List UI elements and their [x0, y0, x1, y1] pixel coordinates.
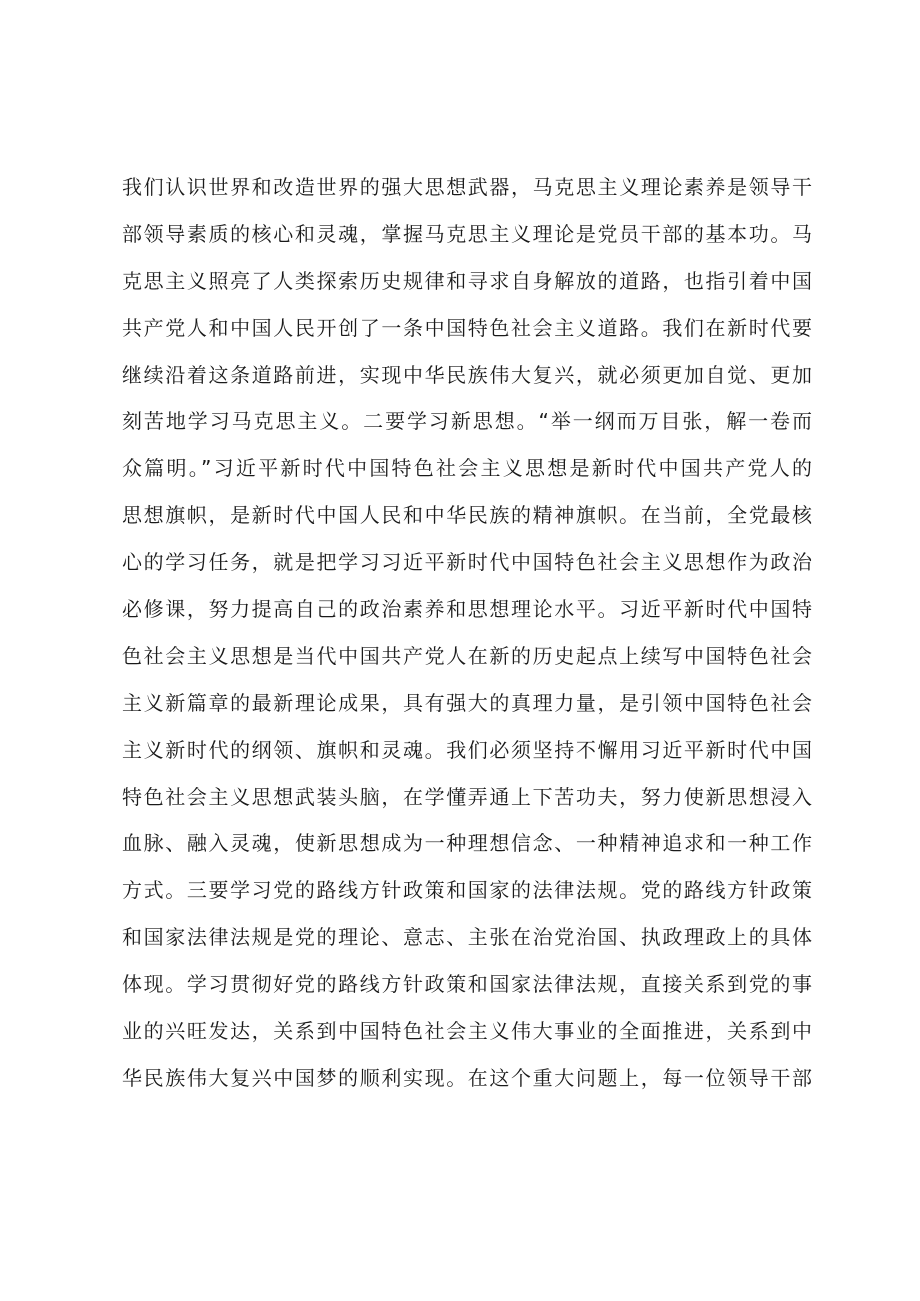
text-line: 华民族伟大复兴中国梦的顺利实现。在这个重大问题上，每一位领导干部 — [122, 1065, 812, 1090]
text-line: 我们认识世界和改造世界的强大思想武器，马克思主义理论素养是领导干 — [122, 175, 812, 199]
text-line: 共产党人和中国人民开创了一条中国特色社会主义道路。我们在新时代要 — [122, 315, 812, 340]
text-line: 心的学习任务，就是把学习习近平新时代中国特色社会主义思想作为政治 — [122, 550, 812, 575]
text-line: 特色社会主义思想武装头脑，在学懂弄通上下苦功夫，努力使新思想浸入 — [122, 784, 812, 809]
text-line: 众篇明。”习近平新时代中国特色社会主义思想是新时代中国共产党人的 — [122, 456, 812, 481]
text-line: 体现。学习贯彻好党的路线方针政策和国家法律法规，直接关系到党的事 — [122, 972, 812, 997]
text-line: 思想旗帜，是新时代中国人民和中华民族的精神旗帜。在当前，全党最核 — [122, 503, 812, 528]
body-text — [122, 164, 812, 1102]
text-line: 方式。三要学习党的路线方针政策和国家的法律法规。党的路线方针政策 — [122, 878, 812, 903]
text-line: 主义新时代的纲领、旗帜和灵魂。我们必须坚持不懈用习近平新时代中国 — [122, 737, 812, 762]
text-line: 刻苦地学习马克思主义。二要学习新思想。“举一纲而万目张，解一卷而 — [122, 409, 812, 434]
text-line: 血脉、融入灵魂，使新思想成为一种理想信念、一种精神追求和一种工作 — [122, 831, 812, 856]
text-line: 业的兴旺发达，关系到中国特色社会主义伟大事业的全面推进，关系到中 — [122, 1019, 812, 1044]
text-line: 克思主义照亮了人类探索历史规律和寻求自身解放的道路，也指引着中国 — [122, 268, 812, 293]
text-line: 和国家法律法规是党的理论、意志、主张在治党治国、执政理政上的具体 — [122, 925, 812, 950]
text-line: 色社会主义思想是当代中国共产党人在新的历史起点上续写中国特色社会 — [122, 643, 812, 668]
text-line: 继续沿着这条道路前进，实现中华民族伟大复兴，就必须更加自觉、更加 — [122, 362, 812, 387]
text-line: 部领导素质的核心和灵魂，掌握马克思主义理论是党员干部的基本功。马 — [122, 221, 812, 246]
text-line: 主义新篇章的最新理论成果，具有强大的真理力量，是引领中国特色社会 — [122, 690, 812, 715]
text-line: 必修课，努力提高自己的政治素养和思想理论水平。习近平新时代中国特 — [122, 597, 812, 622]
